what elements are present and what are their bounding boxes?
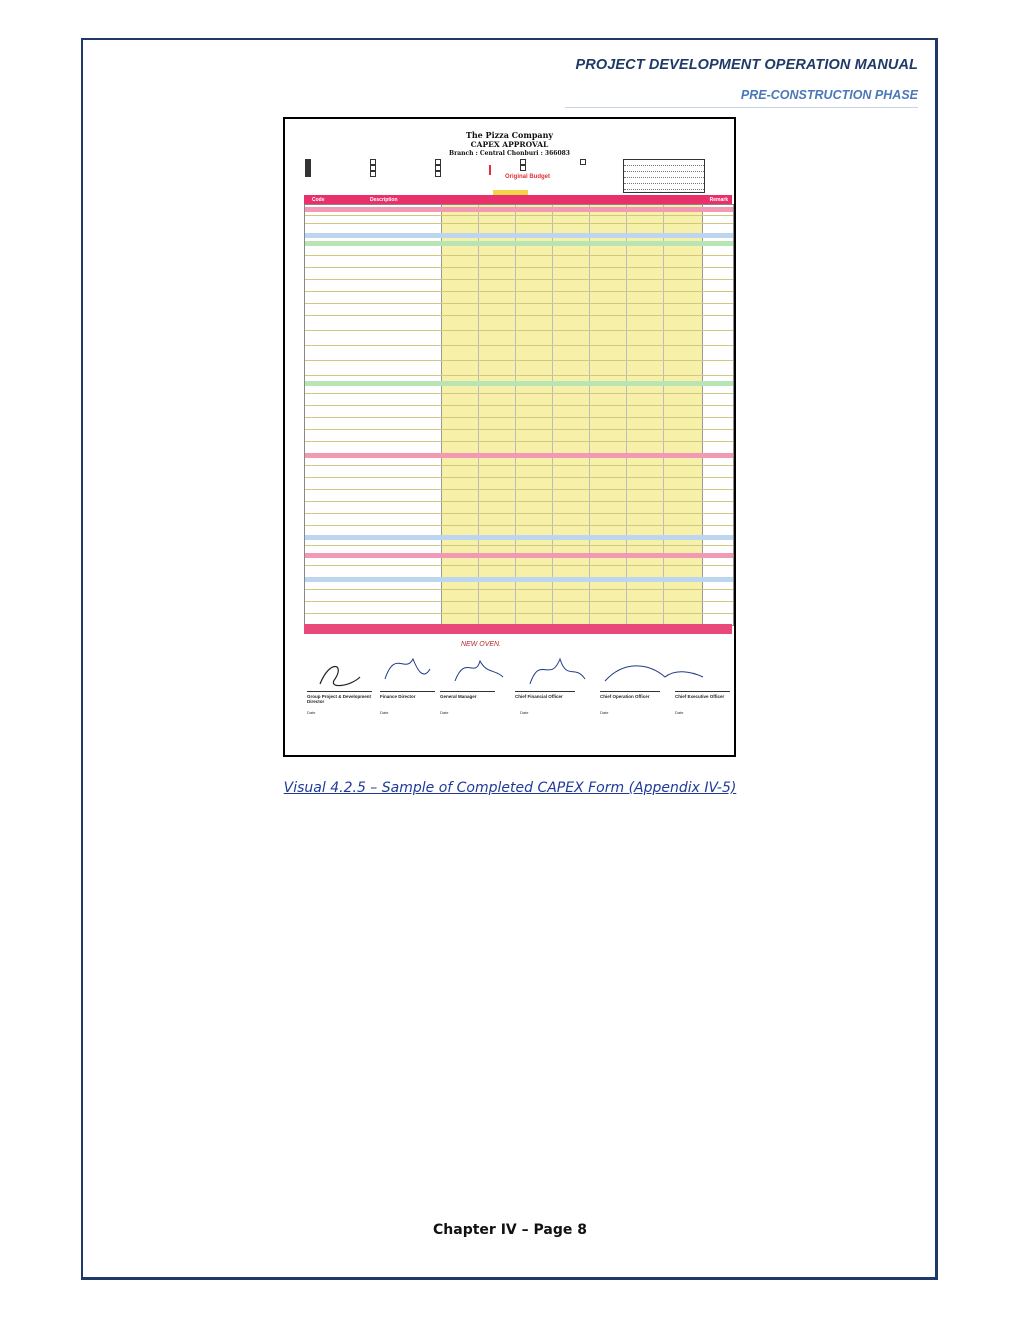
sig-date: Date	[440, 710, 449, 715]
checkbox-mark	[580, 159, 588, 165]
brand-checkboxes	[305, 159, 635, 197]
original-budget-label: Original Budget	[505, 174, 550, 180]
sig-date: Date	[380, 710, 389, 715]
checkbox-mark	[520, 165, 528, 171]
checkbox-mark	[305, 171, 313, 177]
page-footer: Chapter IV – Page 8	[433, 1222, 587, 1238]
manual-title: PROJECT DEVELOPMENT OPERATION MANUAL	[575, 57, 918, 73]
form-budget-table	[304, 204, 734, 626]
header-divider	[565, 107, 918, 108]
header-remark: Remark	[709, 197, 728, 203]
header-description: Description	[370, 197, 398, 203]
checkbox-mark	[435, 171, 443, 177]
sig-general-manager: General Manager	[440, 694, 477, 699]
sig-date: Date	[675, 710, 684, 715]
figure-caption-link[interactable]: Visual 4.2.5 – Sample of Completed CAPEX Form (Appendix IV-5)	[283, 780, 737, 796]
form-branch-line: Branch : Central Chonburi : 366083	[449, 150, 570, 157]
header-code: Code	[312, 197, 325, 203]
sig-ceo: Chief Executive Officer	[675, 694, 725, 699]
capex-form-scan	[283, 117, 736, 757]
signatures-scribble	[305, 639, 725, 699]
down-arrow-icon	[489, 165, 491, 175]
checkbox-mark	[370, 171, 378, 177]
handwritten-note: NEW OVEN.	[461, 641, 502, 648]
form-company-name: The Pizza Company	[465, 130, 554, 140]
sig-finance-director: Finance Director	[380, 694, 416, 699]
sig-date: Date	[600, 710, 609, 715]
form-total-row	[304, 624, 732, 634]
sig-group-director: Group Project & Development Director	[307, 694, 372, 704]
phase-subtitle: PRE-CONSTRUCTION PHASE	[740, 88, 918, 102]
sig-coo: Chief Operation Officer	[600, 694, 650, 699]
form-title: CAPEX APPROVAL	[470, 140, 549, 149]
sig-date: Date	[307, 710, 316, 715]
sig-date: Date	[520, 710, 529, 715]
area-info-box	[623, 159, 705, 193]
signature-block	[305, 639, 725, 749]
sig-cfo: Chief Financial Officer	[515, 694, 563, 699]
form-column-headers	[304, 195, 732, 204]
